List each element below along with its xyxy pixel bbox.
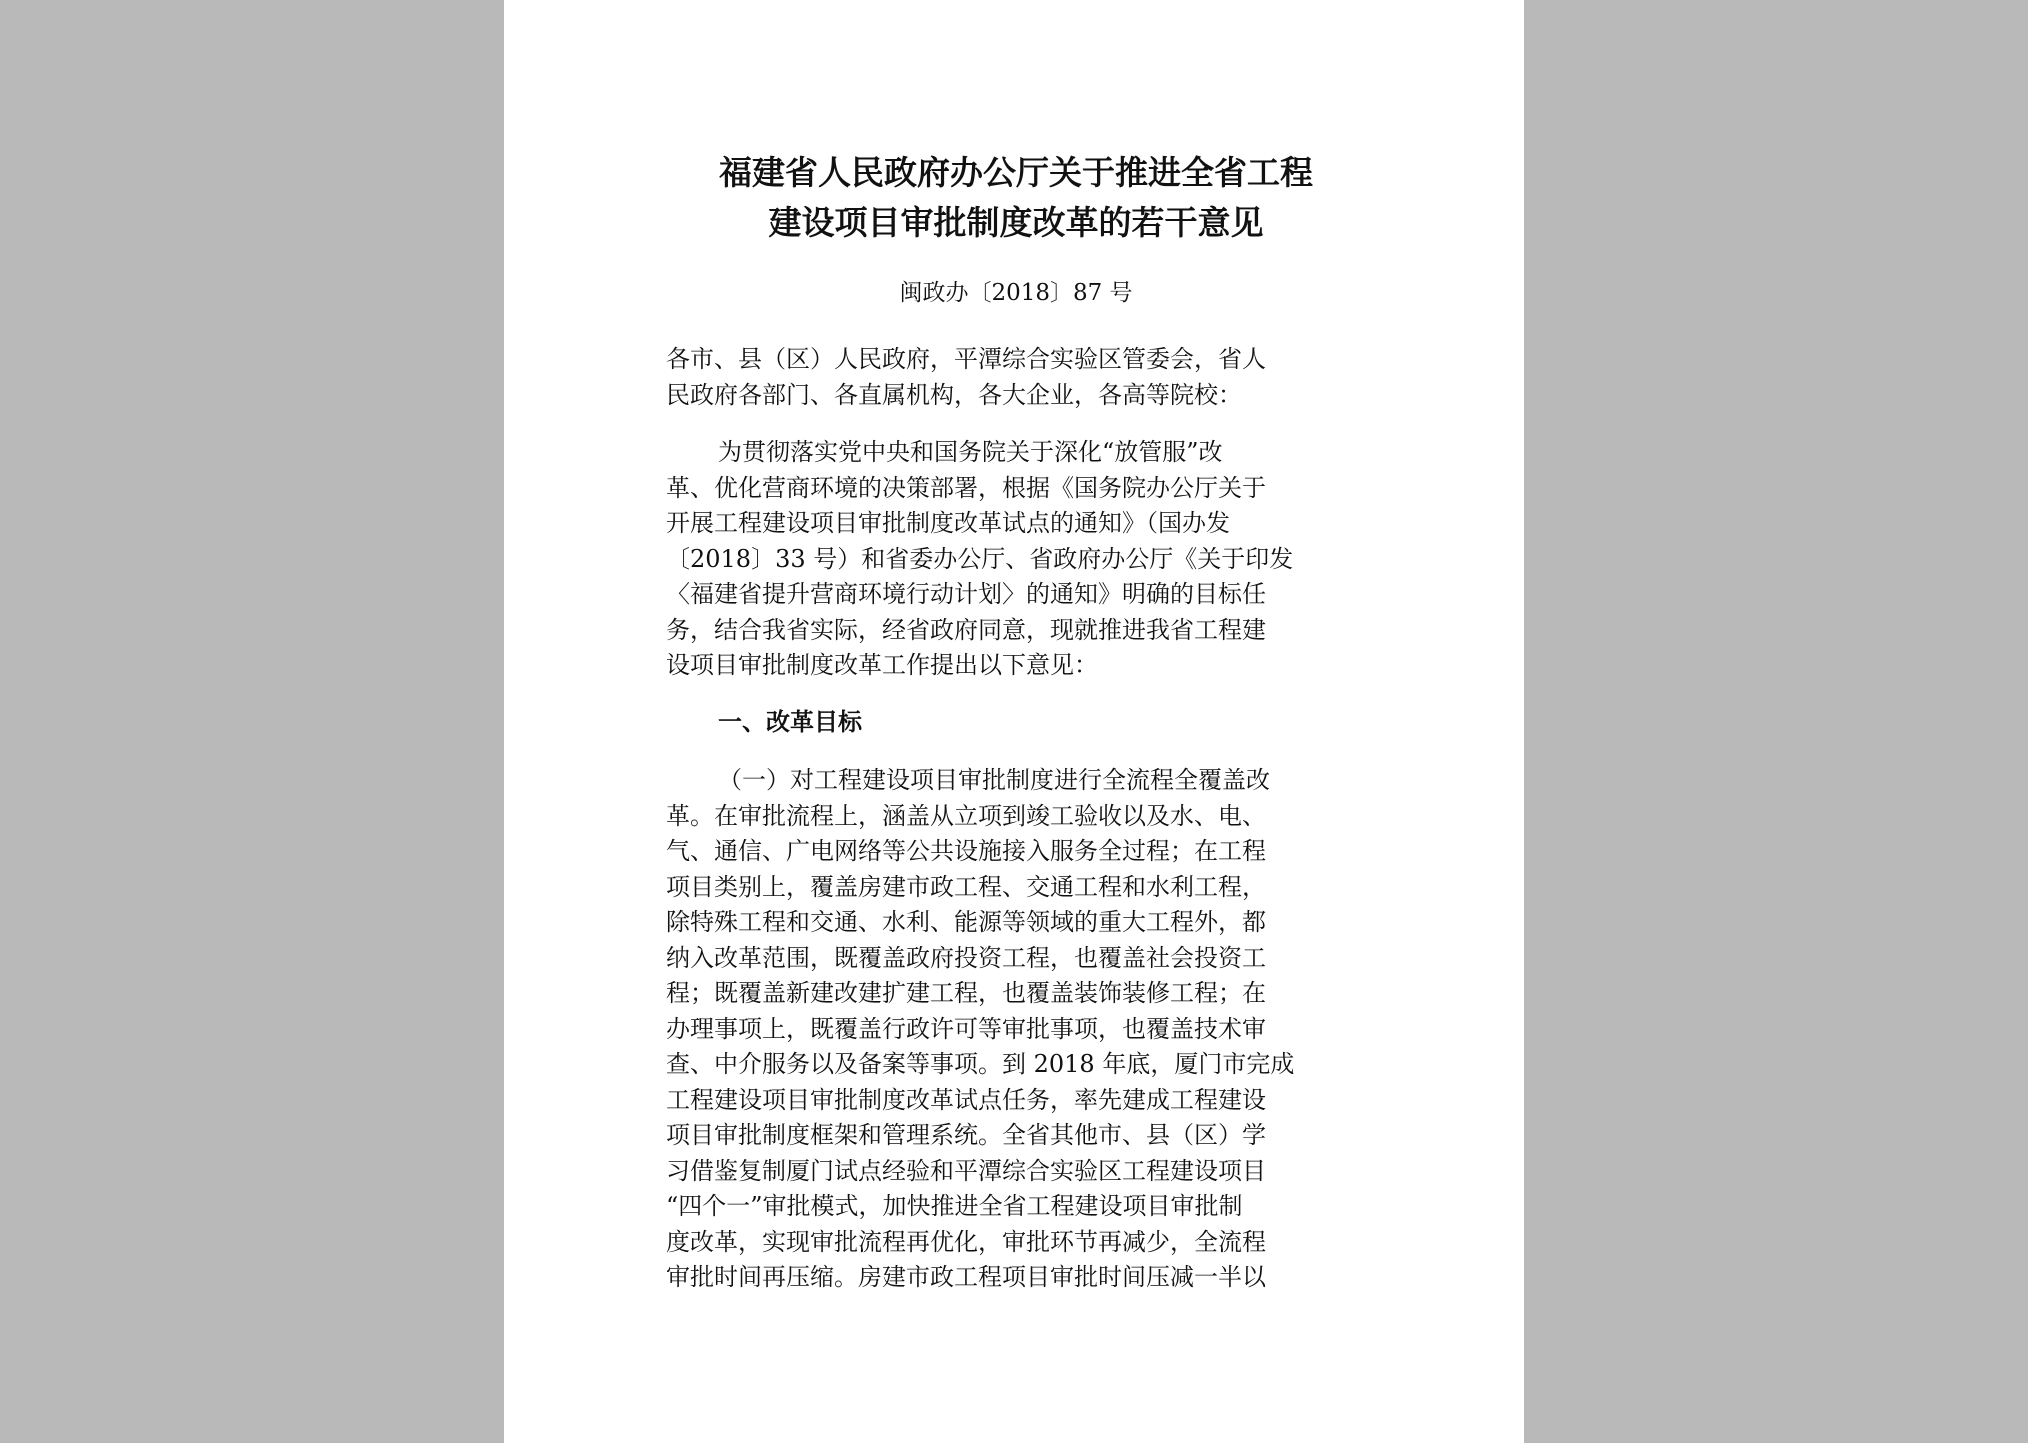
title-line: 建设项目审批制度改革的若干意见 bbox=[768, 203, 1264, 242]
text-line: 〔2018〕33 号）和省委办公厅、省政府办公厅《关于印发 bbox=[666, 544, 1294, 573]
text-line: 工程建设项目审批制度改革试点任务，率先建成工程建设 bbox=[666, 1085, 1266, 1114]
section-heading: 一、改革目标 bbox=[718, 706, 862, 736]
section1-paragraph bbox=[666, 763, 1366, 1296]
page-content bbox=[666, 148, 1366, 1296]
text-line: 项目审批制度框架和管理系统。全省其他市、县（区）学 bbox=[666, 1121, 1266, 1149]
text-line: “四个一”审批模式，加快推进全省工程建设项目审批制 bbox=[666, 1192, 1243, 1220]
text-line: 程；既覆盖新建改建扩建工程，也覆盖装饰装修工程；在 bbox=[666, 979, 1266, 1007]
document-number: 闽政办〔2018〕87 号 bbox=[899, 280, 1133, 306]
text-line: 〈福建省提升营商环境行动计划〉的通知》明确的目标任 bbox=[666, 580, 1266, 608]
text-line: 度改革，实现审批流程再优化，审批环节再减少，全流程 bbox=[666, 1227, 1266, 1256]
text-line: 审批时间再压缩。房建市政工程项目审批时间压减一半以 bbox=[666, 1263, 1266, 1291]
document-title bbox=[666, 148, 1366, 248]
text-line: 民政府各部门、各直属机构，各大企业，各高等院校： bbox=[666, 380, 1242, 409]
text-line: 开展工程建设项目审批制度改革试点的通知》（国办发 bbox=[666, 509, 1230, 537]
text-line: 革。在审批流程上，涵盖从立项到竣工验收以及水、电、 bbox=[666, 801, 1266, 830]
text-line: 项目类别上，覆盖房建市政工程、交通工程和水利工程， bbox=[666, 872, 1266, 901]
text-line: 习借鉴复制厦门试点经验和平潭综合实验区工程建设项目 bbox=[666, 1156, 1266, 1185]
text-line: （一）对工程建设项目审批制度进行全流程全覆盖改 bbox=[718, 766, 1270, 794]
text-line: 各市、县（区）人民政府，平潭综合实验区管委会，省人 bbox=[666, 345, 1266, 373]
title-line: 福建省人民政府办公厅关于推进全省工程 bbox=[719, 153, 1313, 192]
text-line: 查、中介服务以及备案等事项。到 2018 年底，厦门市完成 bbox=[666, 1050, 1295, 1078]
text-line: 气、通信、广电网络等公共设施接入服务全过程；在工程 bbox=[666, 837, 1266, 865]
text-line: 务，结合我省实际，经省政府同意，现就推进我省工程建 bbox=[666, 615, 1266, 644]
salutation-paragraph bbox=[666, 342, 1366, 413]
text-line: 除特殊工程和交通、水利、能源等领域的重大工程外，都 bbox=[666, 908, 1266, 936]
text-line: 设项目审批制度改革工作提出以下意见： bbox=[666, 651, 1098, 679]
text-line: 为贯彻落实党中央和国务院关于深化“放管服”改 bbox=[718, 438, 1223, 466]
text-line: 办理事项上，既覆盖行政许可等审批事项，也覆盖技术审 bbox=[666, 1014, 1266, 1043]
text-line: 纳入改革范围，既覆盖政府投资工程，也覆盖社会投资工 bbox=[666, 943, 1266, 972]
document-page bbox=[504, 0, 1524, 1443]
text-line: 革、优化营商环境的决策部署，根据《国务院办公厅关于 bbox=[666, 473, 1266, 502]
intro-paragraph bbox=[666, 435, 1366, 684]
